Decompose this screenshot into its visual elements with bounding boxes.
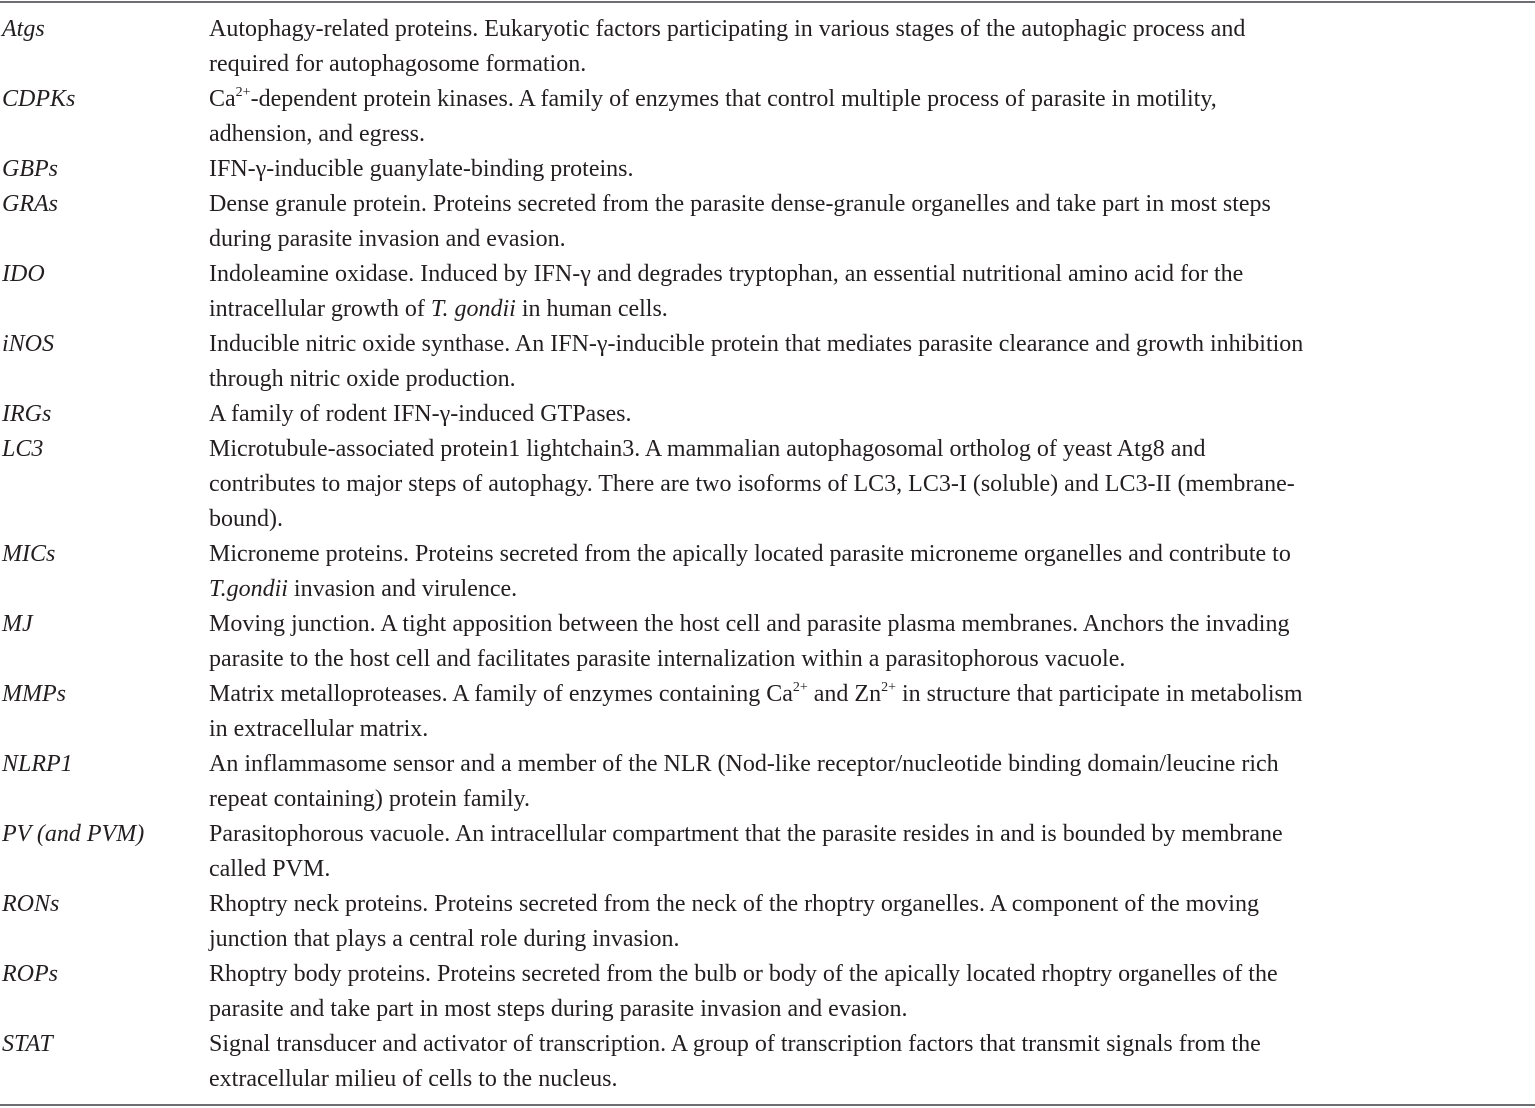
definition-rops: Rhoptry body proteins. Proteins secreted from the bulb or body of the apically located rhoptry organelles of the parasite and take part in most steps during parasite invasion and evasion. [209,961,1278,1022]
definition-nlrp1: An inflammasome sensor and a member of the NLR (Nod-like receptor/nucleotide binding domain/leucine rich repeat containing) protein family. [209,751,1279,812]
definition-mics: Microneme proteins. Proteins secreted from the apically located parasite microneme organelles and contribute to T.gondii invasion and virulence. [209,541,1291,602]
table-bottom-rule [0,1104,1535,1106]
term-rons: RONs [2,891,60,917]
definition-gbps: IFN-γ-inducible guanylate-binding proteins. [209,156,634,182]
definition-stat: Signal transducer and activator of transcription. A group of transcription factors that transmit signals from the extracellular milieu of cells to the nucleus. [209,1031,1261,1092]
term-pv: PV (and PVM) [2,821,145,847]
term-rops: ROPs [2,961,58,987]
term-atgs: Atgs [2,16,45,42]
term-inos: iNOS [2,331,55,357]
term-cdpks: CDPKs [2,86,76,112]
term-irgs: IRGs [2,401,52,427]
term-mics: MICs [2,541,56,567]
definition-mmps: Matrix metalloproteases. A family of enzymes containing $Ca^{2+}$ and $Zn^{2+}$ in structure that participate in metabolism in extracellular matrix. [209,680,1303,742]
term-gras: GRAs [2,191,58,217]
term-lc3: LC3 [2,436,44,462]
term-stat: STAT [2,1031,53,1057]
definition-gras: Dense granule protein. Proteins secreted from the parasite dense-granule organelles and take part in most steps during parasite invasion and evasion. [209,191,1271,252]
definition-inos: Inducible nitric oxide synthase. An IFN-γ-inducible protein that mediates parasite clearance and growth inhibition through nitric oxide production. [209,331,1304,392]
term-gbps: GBPs [2,156,58,182]
term-nlrp1: NLRP1 [2,751,73,777]
definition-ido: Indoleamine oxidase. Induced by IFN-γ and degrades tryptophan, an essential nutritional amino acid for the intracellular growth of T. gondii in human cells. [209,261,1244,322]
definition-atgs: Autophagy-related proteins. Eukaryotic factors participating in various stages of the autophagic process and required for autophagosome formation. [209,16,1246,77]
term-mmps: MMPs [2,681,66,707]
definition-irgs: A family of rodent IFN-γ-induced GTPases. [209,401,632,427]
definition-pv: Parasitophorous vacuole. An intracellular compartment that the parasite resides in and is bounded by membrane called PVM. [209,821,1283,882]
term-ido: IDO [2,261,45,287]
definition-cdpks: $Ca^{2+}$-dependent protein kinases. A family of enzymes that control multiple process of parasite in motility, adhension, and egress. [209,85,1217,147]
definition-mj: Moving junction. A tight apposition between the host cell and parasite plasma membranes. Anchors the invading parasite to the host cell and facilitates parasite internalization within a parasitophorous vacuole. [209,611,1290,672]
definition-lc3: Microtubule-associated protein1 lightchain3. A mammalian autophagosomal ortholog of yeast Atg8 and contributes to major steps of autophagy. There are two isoforms of LC3, LC3-I (soluble) and LC3-II (membrane- bound). [209,436,1295,532]
table-top-rule [0,1,1535,3]
definition-rons: Rhoptry neck proteins. Proteins secreted from the neck of the rhoptry organelles. A component of the moving junction that plays a central role during invasion. [209,891,1259,952]
term-mj: MJ [2,611,33,637]
